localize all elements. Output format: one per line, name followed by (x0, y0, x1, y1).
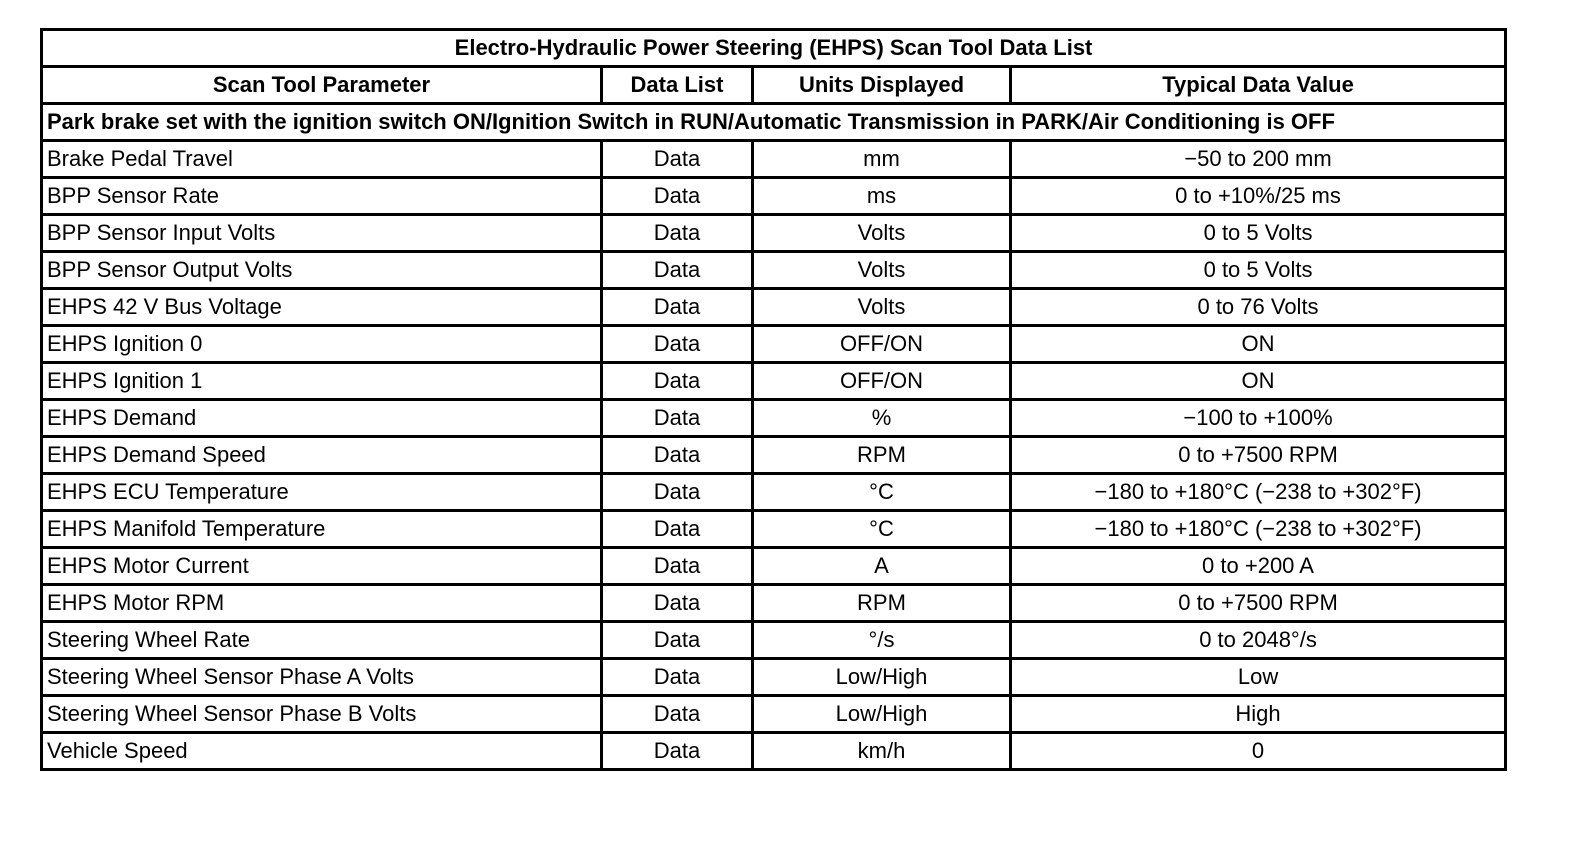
cell-typical-value: 0 to 5 Volts (1011, 252, 1506, 289)
cell-typical-value: 0 to +7500 RPM (1011, 585, 1506, 622)
cell-parameter: EHPS ECU Temperature (42, 474, 602, 511)
table-row (42, 141, 1506, 178)
cell-parameter: BPP Sensor Rate (42, 178, 602, 215)
cell-typical-value: 0 (1011, 733, 1506, 770)
cell-data-list: Data (602, 289, 753, 326)
cell-units: Low/High (753, 696, 1011, 733)
column-header-typical-value: Typical Data Value (1011, 67, 1506, 104)
cell-units: mm (753, 141, 1011, 178)
cell-parameter: EHPS Ignition 0 (42, 326, 602, 363)
cell-units: A (753, 548, 1011, 585)
cell-units: Volts (753, 215, 1011, 252)
cell-parameter: BPP Sensor Input Volts (42, 215, 602, 252)
cell-parameter: EHPS Demand Speed (42, 437, 602, 474)
cell-typical-value: −50 to 200 mm (1011, 141, 1506, 178)
cell-typical-value: 0 to +7500 RPM (1011, 437, 1506, 474)
cell-parameter: Brake Pedal Travel (42, 141, 602, 178)
cell-typical-value: −100 to +100% (1011, 400, 1506, 437)
cell-parameter: Vehicle Speed (42, 733, 602, 770)
cell-parameter: Steering Wheel Sensor Phase A Volts (42, 659, 602, 696)
cell-data-list: Data (602, 326, 753, 363)
table-row (42, 178, 1506, 215)
table-row (42, 659, 1506, 696)
cell-parameter: Steering Wheel Sensor Phase B Volts (42, 696, 602, 733)
cell-typical-value: 0 to 76 Volts (1011, 289, 1506, 326)
table-row (42, 215, 1506, 252)
ehps-data-table (40, 28, 1507, 771)
table-row (42, 326, 1506, 363)
column-header-parameter: Scan Tool Parameter (42, 67, 602, 104)
table-row (42, 622, 1506, 659)
table-row (42, 511, 1506, 548)
cell-data-list: Data (602, 437, 753, 474)
cell-units: RPM (753, 437, 1011, 474)
table-row (42, 437, 1506, 474)
cell-parameter: EHPS Manifold Temperature (42, 511, 602, 548)
cell-data-list: Data (602, 141, 753, 178)
cell-parameter: EHPS Ignition 1 (42, 363, 602, 400)
cell-data-list: Data (602, 178, 753, 215)
table-row (42, 696, 1506, 733)
cell-units: km/h (753, 733, 1011, 770)
cell-parameter: EHPS Motor Current (42, 548, 602, 585)
header-row (42, 67, 1506, 104)
cell-typical-value: 0 to +200 A (1011, 548, 1506, 585)
table-row (42, 400, 1506, 437)
cell-typical-value: −180 to +180°C (−238 to +302°F) (1011, 474, 1506, 511)
table-title: Electro-Hydraulic Power Steering (EHPS) Scan Tool Data List (42, 30, 1506, 67)
table-row (42, 548, 1506, 585)
cell-units: Low/High (753, 659, 1011, 696)
table-body (42, 104, 1506, 770)
table-row (42, 252, 1506, 289)
cell-typical-value: High (1011, 696, 1506, 733)
cell-parameter: EHPS Demand (42, 400, 602, 437)
cell-units: ms (753, 178, 1011, 215)
title-row (42, 30, 1506, 67)
cell-data-list: Data (602, 215, 753, 252)
cell-units: OFF/ON (753, 363, 1011, 400)
cell-data-list: Data (602, 400, 753, 437)
cell-units: % (753, 400, 1011, 437)
cell-parameter: EHPS 42 V Bus Voltage (42, 289, 602, 326)
condition-row (42, 104, 1506, 141)
cell-units: RPM (753, 585, 1011, 622)
cell-data-list: Data (602, 696, 753, 733)
column-header-data-list: Data List (602, 67, 753, 104)
table-row (42, 733, 1506, 770)
cell-data-list: Data (602, 733, 753, 770)
cell-typical-value: 0 to 2048°/s (1011, 622, 1506, 659)
condition-text: Park brake set with the ignition switch ON/Ignition Switch in RUN/Automatic Transmission in PARK/Air Conditioning is OFF (42, 104, 1506, 141)
cell-units: °C (753, 474, 1011, 511)
table-row (42, 289, 1506, 326)
cell-data-list: Data (602, 622, 753, 659)
cell-data-list: Data (602, 659, 753, 696)
cell-units: Volts (753, 252, 1011, 289)
cell-units: Volts (753, 289, 1011, 326)
cell-units: OFF/ON (753, 326, 1011, 363)
cell-units: °/s (753, 622, 1011, 659)
table-row (42, 363, 1506, 400)
cell-typical-value: ON (1011, 326, 1506, 363)
column-header-units: Units Displayed (753, 67, 1011, 104)
cell-typical-value: ON (1011, 363, 1506, 400)
cell-parameter: BPP Sensor Output Volts (42, 252, 602, 289)
cell-data-list: Data (602, 252, 753, 289)
cell-typical-value: 0 to 5 Volts (1011, 215, 1506, 252)
table-row (42, 585, 1506, 622)
cell-typical-value: −180 to +180°C (−238 to +302°F) (1011, 511, 1506, 548)
table-row (42, 474, 1506, 511)
cell-data-list: Data (602, 511, 753, 548)
cell-data-list: Data (602, 363, 753, 400)
cell-data-list: Data (602, 548, 753, 585)
cell-parameter: Steering Wheel Rate (42, 622, 602, 659)
cell-typical-value: 0 to +10%/25 ms (1011, 178, 1506, 215)
cell-units: °C (753, 511, 1011, 548)
cell-data-list: Data (602, 474, 753, 511)
cell-data-list: Data (602, 585, 753, 622)
cell-typical-value: Low (1011, 659, 1506, 696)
cell-parameter: EHPS Motor RPM (42, 585, 602, 622)
